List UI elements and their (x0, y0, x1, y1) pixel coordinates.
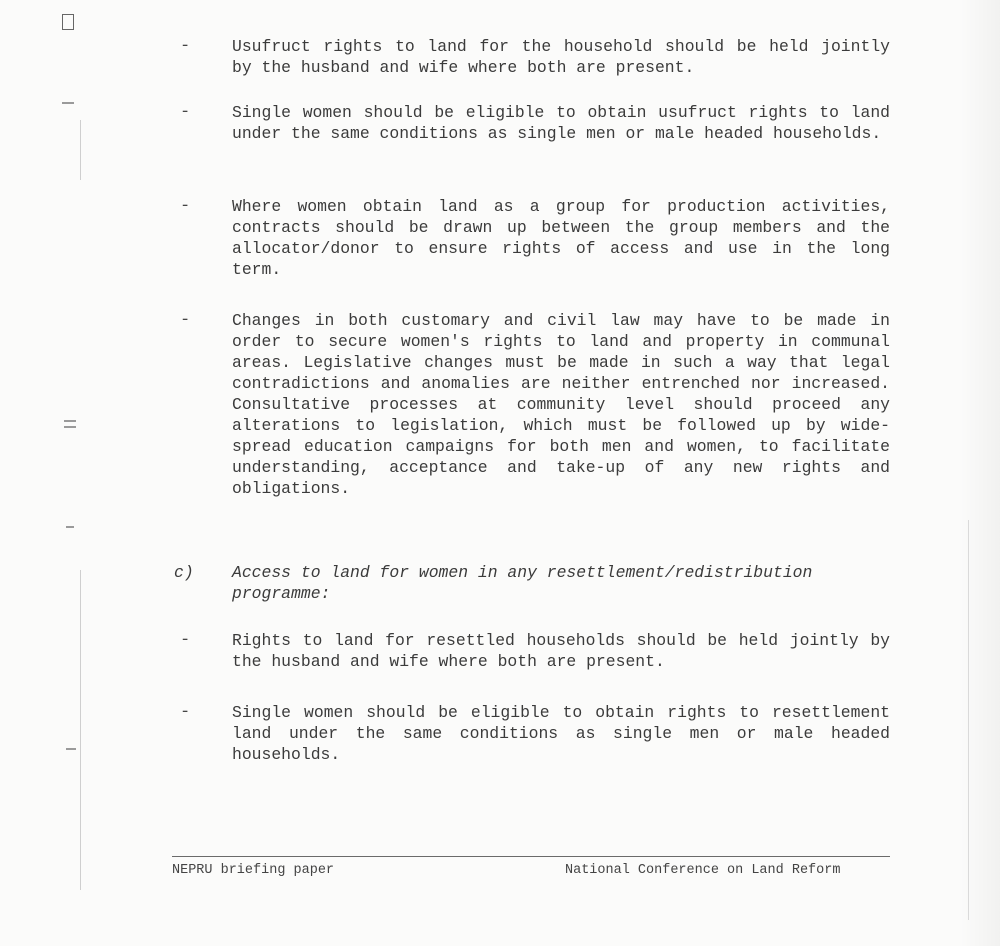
bullet-text: Changes in both customary and civil law may have to be made in order to secure women's rights to land and property in communal areas. Legislative changes must be made in such a way that legal contradictions and anomalies are neither entrenched nor increased. Consultative processes at community level should proceed any alterations to legislation, which must be followed up by wide-spread education campaigns for both men and women, to facilitate understanding, acceptance and take-up of any new rights and obligations. (232, 311, 890, 498)
bullet-dash: - (180, 197, 191, 216)
bullet-text: Where women obtain land as a group for production activities, contracts should be drawn up between the group members and the allocator/donor to ensure rights of access and use in the long term. (232, 197, 890, 279)
binder-mark (64, 426, 76, 428)
bullet-text: Rights to land for resettled households should be held jointly by the husband and wife where both are present. (232, 631, 890, 671)
binder-mark (64, 420, 76, 422)
footer-right-text: National Conference on Land Reform (565, 863, 841, 878)
bullet-text: Usufruct rights to land for the household should be held jointly by the husband and wife where both are present. (232, 37, 890, 77)
footer-left-text: NEPRU briefing paper (172, 863, 335, 878)
bullet-dash: - (180, 311, 191, 330)
section-heading: Access to land for women in any resettlement/redistribution programme: (232, 563, 813, 603)
bullet-text: Single women should be eligible to obtain usufruct rights to land under the same conditions as single men or male headed households. (232, 103, 890, 143)
binder-mark-box (62, 14, 74, 30)
bullet-text: Single women should be eligible to obtain rights to resettlement land under the same conditions as single men or male headed households. (232, 703, 890, 764)
bullet-dash: - (180, 703, 191, 722)
scan-edge-line (80, 570, 81, 890)
bullet-dash: - (180, 103, 191, 122)
footer-rule (172, 856, 890, 857)
binder-mark (66, 526, 74, 528)
section-letter: c) (174, 563, 194, 582)
binder-mark (62, 102, 74, 104)
scan-shadow (960, 0, 1000, 946)
scan-edge-line (80, 120, 81, 180)
bullet-dash: - (180, 37, 191, 56)
binder-mark (66, 748, 76, 750)
bullet-dash: - (180, 631, 191, 650)
